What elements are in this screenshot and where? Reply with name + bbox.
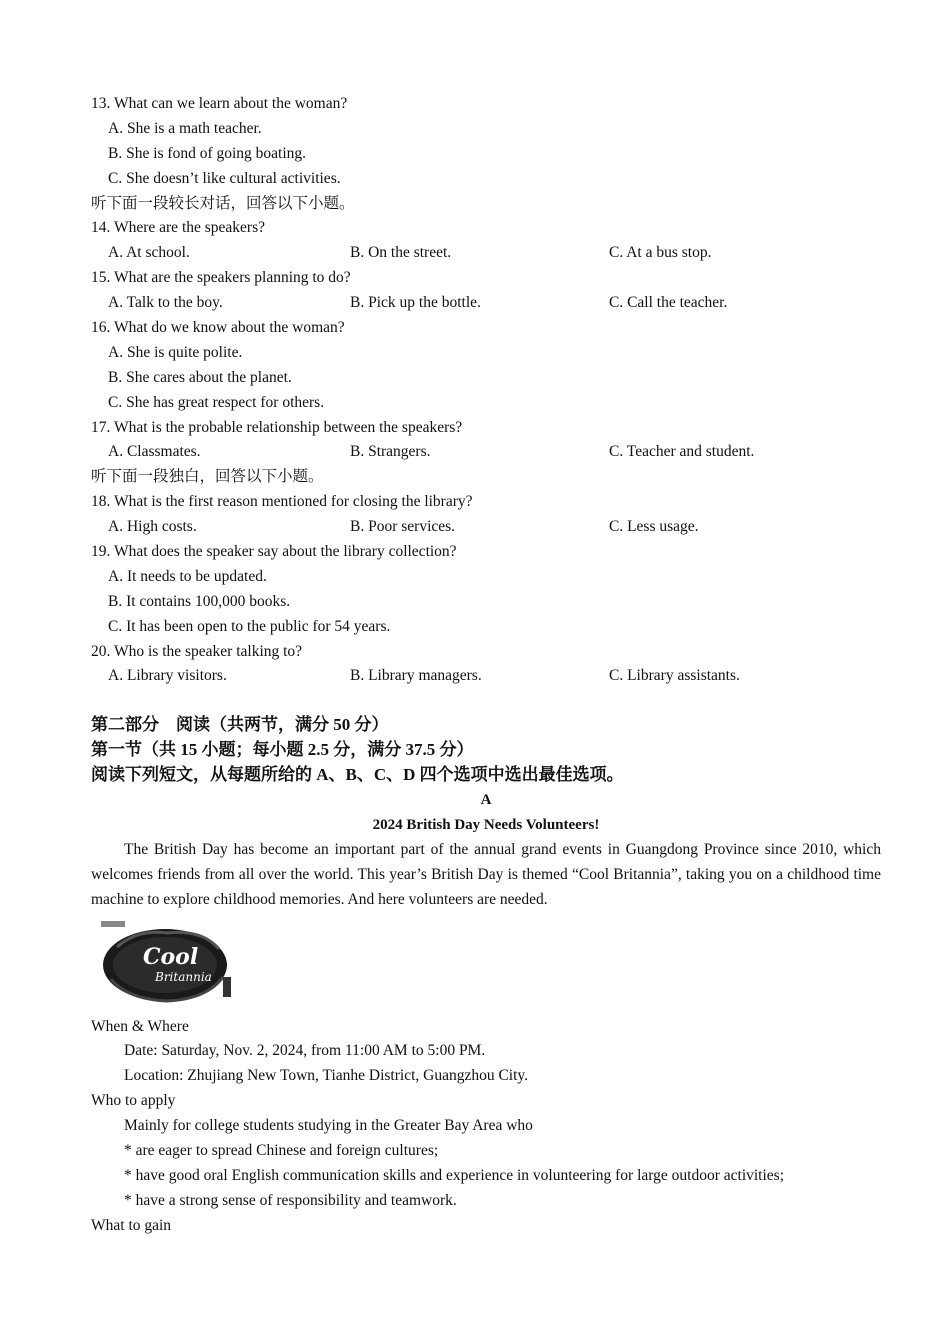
option-18a: A. High costs.: [108, 518, 197, 536]
requirement-2: * have good oral English communication skills and experience in volunteering for large outdoor activities;: [124, 1166, 785, 1184]
logo-illustration: [97, 919, 237, 1009]
option-15a: A. Talk to the boy.: [108, 294, 223, 312]
option-19c: C. It has been open to the public for 54 years.: [108, 617, 391, 635]
what-to-gain-heading: What to gain: [91, 1216, 172, 1234]
who-intro: Mainly for college students studying in the Greater Bay Area who: [124, 1117, 533, 1135]
question-15: 15. What are the speakers planning to do?: [91, 269, 351, 287]
logo-text-cool: Cool: [143, 943, 199, 970]
option-16c: C. She has great respect for others.: [108, 393, 325, 411]
option-17b: B. Strangers.: [350, 443, 431, 461]
option-13b: B. She is fond of going boating.: [108, 144, 307, 162]
question-14: 14. Where are the speakers?: [91, 219, 265, 237]
question-18: 18. What is the first reason mentioned for closing the library?: [91, 493, 473, 511]
option-13a: A. She is a math teacher.: [108, 119, 262, 137]
option-16b: B. She cares about the planet.: [108, 368, 292, 386]
question-13: 13. What can we learn about the woman?: [91, 95, 348, 112]
question-17: 17. What is the probable relationship between the speakers?: [91, 418, 463, 436]
option-15c: C. Call the teacher.: [609, 294, 728, 312]
option-20a: A. Library visitors.: [108, 667, 227, 685]
instruction-long-dialog: 听下面一段较长对话，回答以下小题。: [91, 194, 355, 212]
option-15b: B. Pick up the bottle.: [350, 294, 481, 312]
option-16a: A. She is quite polite.: [108, 343, 243, 361]
section-gap: [91, 689, 881, 713]
passage-intro: The British Day has become an important part of the annual grand events in Guangdong Province since 2010, which welcomes friends from all over the world. This year’s British Day is themed “Cool Britannia”, taking you on a childhood time machine to explore childhood memories. And here volunteers are needed.: [91, 840, 881, 908]
reading-instruction: 阅读下列短文，从每题所给的 A、B、C、D 四个选项中选出最佳选项。: [91, 765, 624, 785]
option-20b: B. Library managers.: [350, 667, 482, 685]
option-19b: B. It contains 100,000 books.: [108, 592, 291, 610]
option-20c: C. Library assistants.: [609, 667, 740, 685]
event-date: Date: Saturday, Nov. 2, 2024, from 11:00 AM to 5:00 PM.: [124, 1042, 486, 1060]
question-19: 19. What does the speaker say about the library collection?: [91, 543, 457, 561]
part2-heading: 第二部分 阅读（共两节，满分 50 分）: [91, 715, 389, 735]
option-14c: C. At a bus stop.: [609, 244, 712, 262]
passage-letter: A: [480, 792, 492, 809]
section1-heading: 第一节（共 15 小题；每小题 2.5 分，满分 37.5 分）: [91, 740, 474, 760]
option-17c: C. Teacher and student.: [609, 443, 755, 461]
option-18b: B. Poor services.: [350, 518, 456, 536]
requirement-3: * have a strong sense of responsibility and teamwork.: [124, 1191, 457, 1209]
exam-page: [91, 92, 881, 1239]
option-17a: A. Classmates.: [108, 443, 201, 461]
who-to-apply-heading: Who to apply: [91, 1092, 176, 1110]
logo-text-britannia: Britannia: [155, 969, 212, 984]
question-20: 20. Who is the speaker talking to?: [91, 642, 303, 660]
passage-title: 2024 British Day Needs Volunteers!: [372, 816, 600, 833]
options-20: [91, 664, 881, 689]
when-where-heading: When & Where: [91, 1017, 189, 1035]
instruction-monologue: 听下面一段独白，回答以下小题。: [91, 468, 324, 486]
option-18c: C. Less usage.: [609, 518, 699, 536]
option-13c: C. She doesn’t like cultural activities.: [108, 169, 341, 187]
options-14: [91, 241, 881, 266]
option-19a: A. It needs to be updated.: [108, 567, 267, 585]
options-15: [91, 291, 881, 316]
options-17: [91, 440, 881, 465]
requirement-1: * are eager to spread Chinese and foreign cultures;: [124, 1142, 439, 1159]
options-18: [91, 515, 881, 540]
option-14a: A. At school.: [108, 244, 190, 262]
event-location: Location: Zhujiang New Town, Tianhe District, Guangzhou City.: [124, 1067, 529, 1085]
option-14b: B. On the street.: [350, 244, 452, 262]
question-16: 16. What do we know about the woman?: [91, 319, 345, 337]
cool-britannia-logo: [97, 919, 237, 1009]
